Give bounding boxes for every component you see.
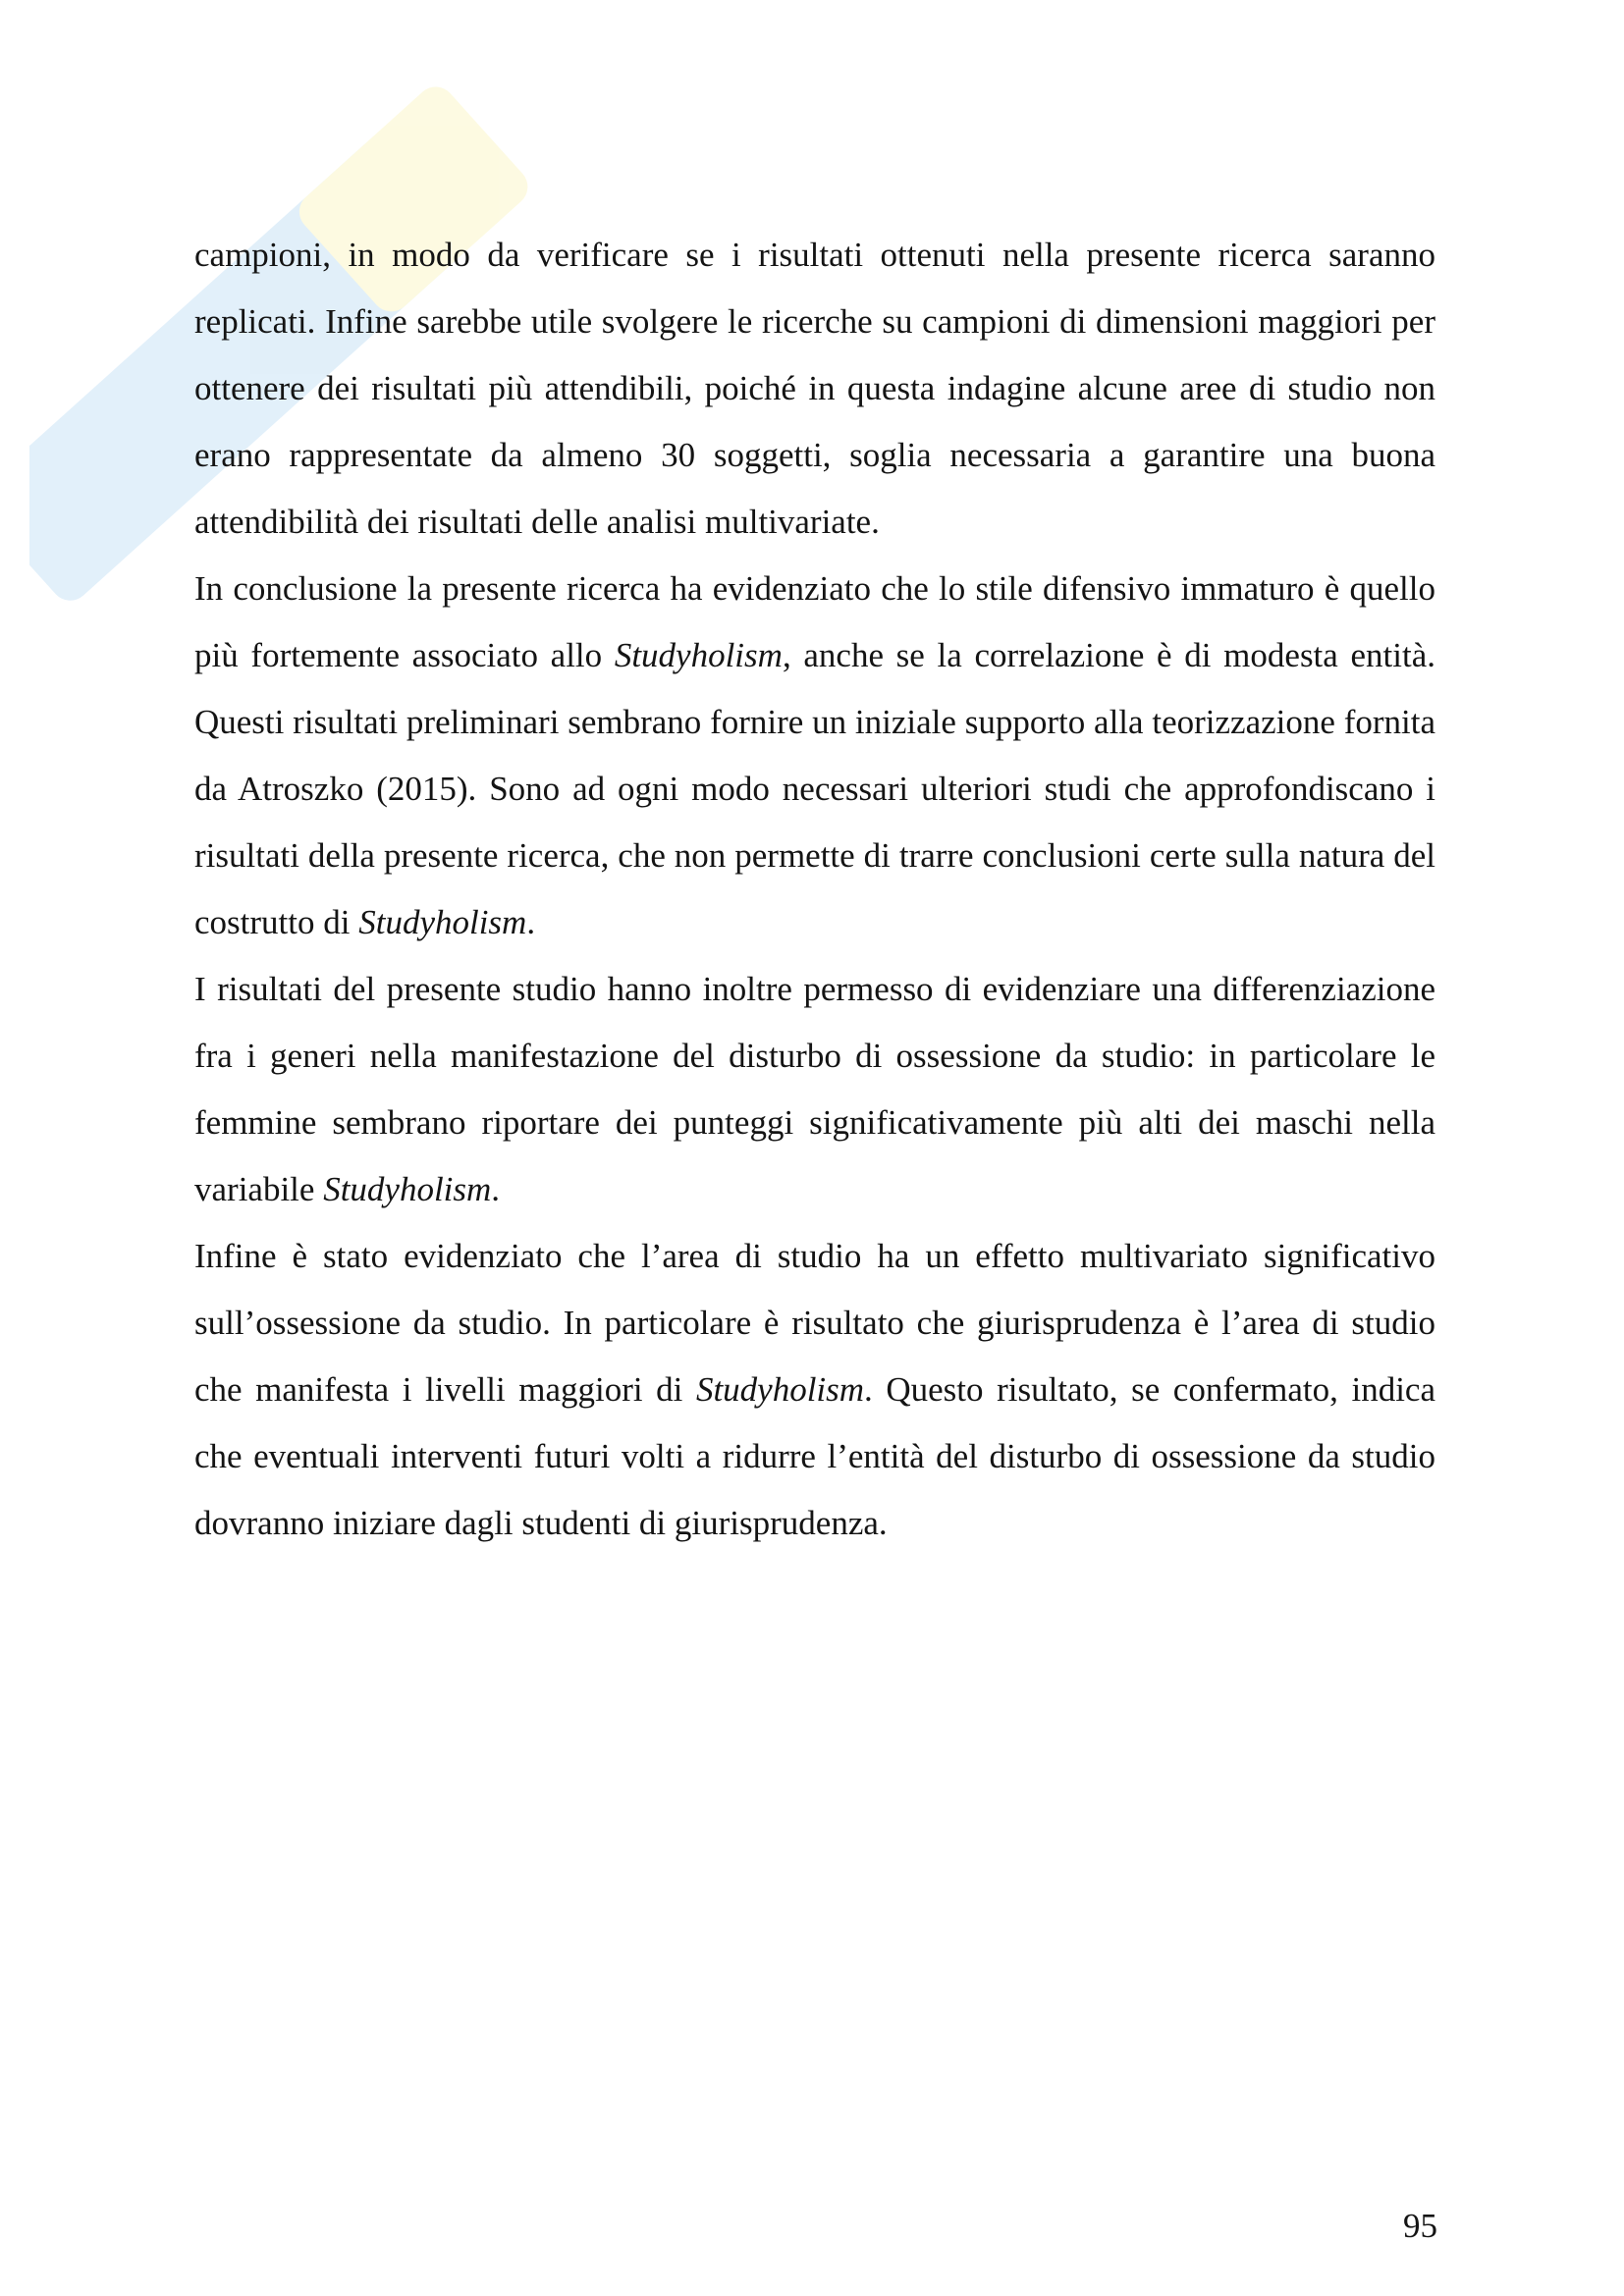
- paragraph-text: .: [491, 1170, 501, 1208]
- page-number: 95: [1403, 2207, 1437, 2245]
- paragraph-text: Infine è stato evidenziato che l’area di studio ha un effetto multivariato significativo sull’ossessione da studio. In particolare è risultato che giurisprudenza è l’area di studio che manifesta i livelli maggiori di: [194, 1237, 1435, 1409]
- paragraph-text: .: [526, 903, 536, 941]
- paragraph: [194, 222, 1435, 556]
- paragraph-text: . Questo risultato, se confermato, indica che eventuali interventi futuri volti a ridurre l’entità del disturbo di ossessione da studio dovranno iniziare dagli studenti di giurisprudenza.: [194, 1370, 1435, 1542]
- paragraph-text: , anche se la correlazione è di modesta entità. Questi risultati preliminari sembrano fornire un iniziale supporto alla teorizzazione fornita da Atroszko (2015). Sono ad ogni modo necessari ulteriori studi che approfondiscano i risultati della presente ricerca, che non permette di trarre conclusioni certe sulla natura del costrutto di: [194, 636, 1435, 941]
- italic-term: Studyholism: [695, 1370, 865, 1409]
- italic-term: Studyholism: [614, 636, 783, 674]
- italic-term: Studyholism: [358, 903, 527, 941]
- body-text: [194, 222, 1435, 1557]
- paragraph: [194, 956, 1435, 1223]
- italic-term: Studyholism: [323, 1170, 492, 1208]
- paragraph-text: I risultati del presente studio hanno inoltre permesso di evidenziare una differenziazione fra i generi nella manifestazione del disturbo di ossessione da studio: in particolare le femmine sembrano riportare dei punteggi significativamente più alti dei maschi nella variabile: [194, 970, 1435, 1208]
- paragraph: [194, 1223, 1435, 1557]
- paragraph-text: campioni, in modo da verificare se i risultati ottenuti nella presente ricerca saranno replicati. Infine sarebbe utile svolgere le ricerche su campioni di dimensioni maggiori per ottenere dei risultati più attendibili, poiché in questa indagine alcune aree di studio non erano rappresentate da almeno 30 soggetti, soglia necessaria a garantire una buona attendibilità dei risultati delle analisi multivariate.: [194, 236, 1435, 541]
- paragraph-text: In conclusione la presente ricerca ha evidenziato che lo stile difensivo immaturo è quello più fortemente associato allo: [194, 569, 1435, 674]
- paragraph: [194, 556, 1435, 956]
